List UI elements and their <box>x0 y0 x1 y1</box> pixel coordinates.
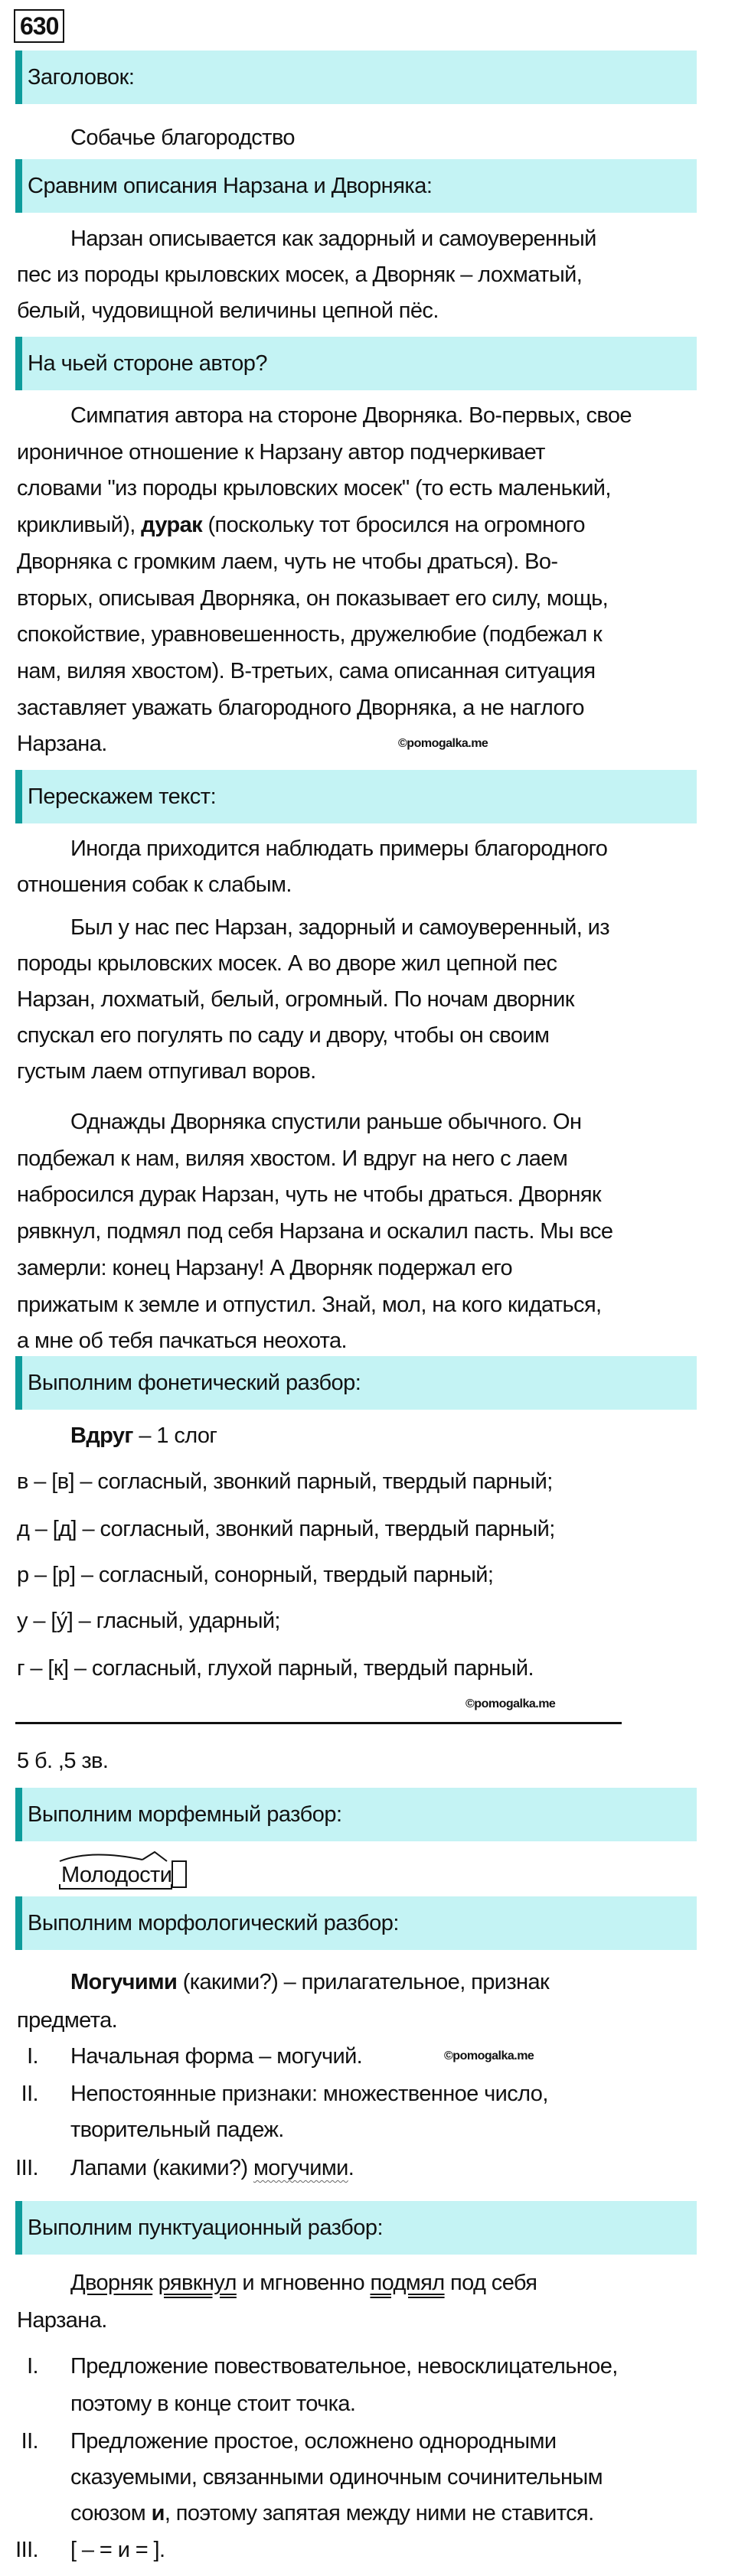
parsed-sentence <box>70 2265 537 2301</box>
list-numeral: II. <box>21 2082 38 2106</box>
section-header-morphemic <box>15 1788 697 1841</box>
text-fragment: . <box>348 2156 354 2180</box>
section-header-label: Выполним морфологический разбор: <box>28 1911 399 1935</box>
bold-word: дурак <box>141 513 203 537</box>
text-line: Дворняка с громким лаем, чуть не чтобы драться). Во- <box>17 549 558 574</box>
sound-line: у – [у́] – гласный, ударный; <box>17 1609 280 1633</box>
text-line: отношения собак к слабым. <box>17 872 292 897</box>
text-line: вторых, описывая Дворняка, он показывает его силу, мощь, <box>17 586 609 611</box>
word-ending: и <box>159 1863 172 1887</box>
sound-line: в – [в] – согласный, звонкий парный, твердый парный; <box>17 1469 553 1494</box>
list-item: Непостоянные признаки: множественное число, <box>70 2082 548 2106</box>
watermark: ©pomogalka.me <box>444 2049 534 2062</box>
text-line: подбежал к нам, виляя хвостом. И вдруг на него с лаем <box>17 1146 568 1171</box>
text-fragment: (поскольку тот бросился на огромного <box>202 513 585 537</box>
text-line: нам, виляя хвостом). В-третьих, сама описанная ситуация <box>17 659 596 683</box>
section-header-label: Выполним морфемный разбор: <box>28 1802 342 1827</box>
section-header-label: Выполним пунктуационный разбор: <box>28 2216 384 2240</box>
text-line: предмета. <box>17 2008 118 2033</box>
bold-word: Вдруг <box>70 1423 133 1448</box>
predicate-underlined: рявкнул <box>158 2271 237 2295</box>
section-header-phonetic <box>15 1356 697 1410</box>
text-line: породы крыловских мосек. А во дворе жил цепной пес <box>17 951 557 976</box>
list-item: творительный падеж. <box>70 2118 284 2142</box>
list-item <box>70 2495 594 2532</box>
text-fragment: Лапами (какими?) <box>70 2156 253 2180</box>
text-line: а мне об тебя пачкаться неохота. <box>17 1329 347 1353</box>
list-numeral: III. <box>15 2156 38 2180</box>
text-line: Был у нас пес Нарзан, задорный и самоуверенный, из <box>70 915 609 940</box>
text-line: Нарзан описывается как задорный и самоуверенный <box>70 227 596 251</box>
text-line: белый, чудовищной величины цепной пёс. <box>17 298 439 323</box>
text-line: замерли: конец Нарзану! А Дворняк подержал его <box>17 1256 513 1280</box>
section-header-label: Выполним фонетический разбор: <box>28 1371 361 1395</box>
sound-line: д – [д] – согласный, звонкий парный, твердый парный; <box>17 1517 555 1541</box>
text-line: Симпатия автора на стороне Дворняка. Во-первых, свое <box>70 403 632 428</box>
ending-box <box>172 1861 186 1887</box>
list-numeral: II. <box>21 2429 38 2454</box>
text-line: ироничное отношение к Нарзану автор подчеркивает <box>17 440 545 465</box>
text-line: рявкнул, подмял под себя Нарзана и оскалил пасть. Мы все <box>17 1219 613 1244</box>
text-fragment: под себя <box>444 2271 537 2295</box>
section-header-title <box>15 51 697 104</box>
text-line: спокойствие, уравновешенность, дружелюбие (подбежал к <box>17 622 603 647</box>
list-item: сказуемыми, связанными одиночным сочинительным <box>70 2465 603 2490</box>
text-fragment: , поэтому запятая между ними не ставится. <box>164 2501 594 2525</box>
subject-underlined: Дворняк <box>70 2271 153 2295</box>
section-header-author <box>15 337 697 390</box>
attribute-underlined: могучими <box>253 2156 348 2180</box>
text-fragment: союзом <box>70 2501 152 2525</box>
watermark: ©pomogalka.me <box>398 737 488 750</box>
sentence-scheme: [ – = и = ]. <box>70 2538 165 2562</box>
letters-sounds-summary: 5 б. ,5 зв. <box>17 1749 109 1773</box>
text-fragment: крикливый), <box>17 513 142 537</box>
list-numeral: III. <box>15 2538 38 2562</box>
list-item: Предложение простое, осложнено однородными <box>70 2429 557 2454</box>
text-line: словами "из породы крыловских мосек" (то есть маленький, <box>17 476 611 501</box>
text-line <box>70 1964 549 2000</box>
section-header-retell <box>15 770 697 823</box>
section-header-morphological <box>15 1896 697 1950</box>
suffix-caret <box>142 1852 167 1861</box>
text-line: густым лаем отпугивал воров. <box>17 1059 316 1084</box>
divider <box>15 1722 622 1724</box>
text-line: Нарзан, лохматый, белый, огромный. По ночам дворник <box>17 987 574 1012</box>
list-item: Начальная форма – могучий. <box>70 2044 363 2069</box>
list-numeral: I. <box>27 2044 38 2069</box>
root-arc <box>60 1854 142 1861</box>
text-line: Однажды Дворняка спустили раньше обычного. Он <box>70 1110 582 1134</box>
sound-line: г – [к] – согласный, глухой парный, твердый парный. <box>17 1656 534 1681</box>
text-line: заставляет уважать благородного Дворняка, а не наглого <box>17 696 584 720</box>
sound-line: р – [р] – согласный, сонорный, твердый парный; <box>17 1563 494 1587</box>
task-number: 630 <box>14 9 64 43</box>
morpheme-word <box>61 1861 172 1889</box>
section-header-compare <box>15 159 697 213</box>
text-line: спускал его погулять по саду и двору, чтобы он своим <box>17 1023 550 1048</box>
text-fragment: (какими?) – прилагательное, признак <box>177 1970 550 1994</box>
parsed-sentence-end: Нарзана. <box>17 2308 107 2333</box>
text-line: Нарзана. <box>17 732 107 756</box>
text-line: Иногда приходится наблюдать примеры благородного <box>70 836 608 861</box>
phonetic-word-line <box>70 1417 217 1454</box>
watermark: ©pomogalka.me <box>466 1697 556 1710</box>
predicate-underlined: подмял <box>370 2271 445 2295</box>
list-numeral: I. <box>27 2354 38 2379</box>
morpheme-diagram <box>57 1850 202 1896</box>
text-line: прижатым к земле и отпустил. Знай, мол, на кого кидаться, <box>17 1293 602 1317</box>
section-header-label: Сравним описания Нарзана и Дворняка: <box>28 174 433 198</box>
bold-word: и <box>151 2501 165 2525</box>
text-line: набросился дурак Нарзан, чуть не чтобы драться. Дворняк <box>17 1182 602 1207</box>
list-item: поэтому в конце стоит точка. <box>70 2392 356 2416</box>
text-line: пес из породы крыловских мосек, а Дворняк – лохматый, <box>17 262 583 287</box>
text-line <box>17 507 585 543</box>
title-answer: Собачье благородство <box>70 126 295 150</box>
text-fragment: и мгновенно <box>236 2271 371 2295</box>
section-header-label: Перескажем текст: <box>28 784 217 809</box>
section-header-punctuation <box>15 2201 697 2255</box>
bold-word: Могучими <box>70 1970 178 1994</box>
list-item: Предложение повествовательное, невосклицательное, <box>70 2354 618 2379</box>
section-header-label: На чьей стороне автор? <box>28 351 268 376</box>
syllable-count: – 1 слог <box>132 1423 217 1448</box>
list-item <box>70 2150 354 2186</box>
section-header-label: Заголовок: <box>28 65 135 90</box>
word-stem: Молодост <box>61 1863 160 1887</box>
